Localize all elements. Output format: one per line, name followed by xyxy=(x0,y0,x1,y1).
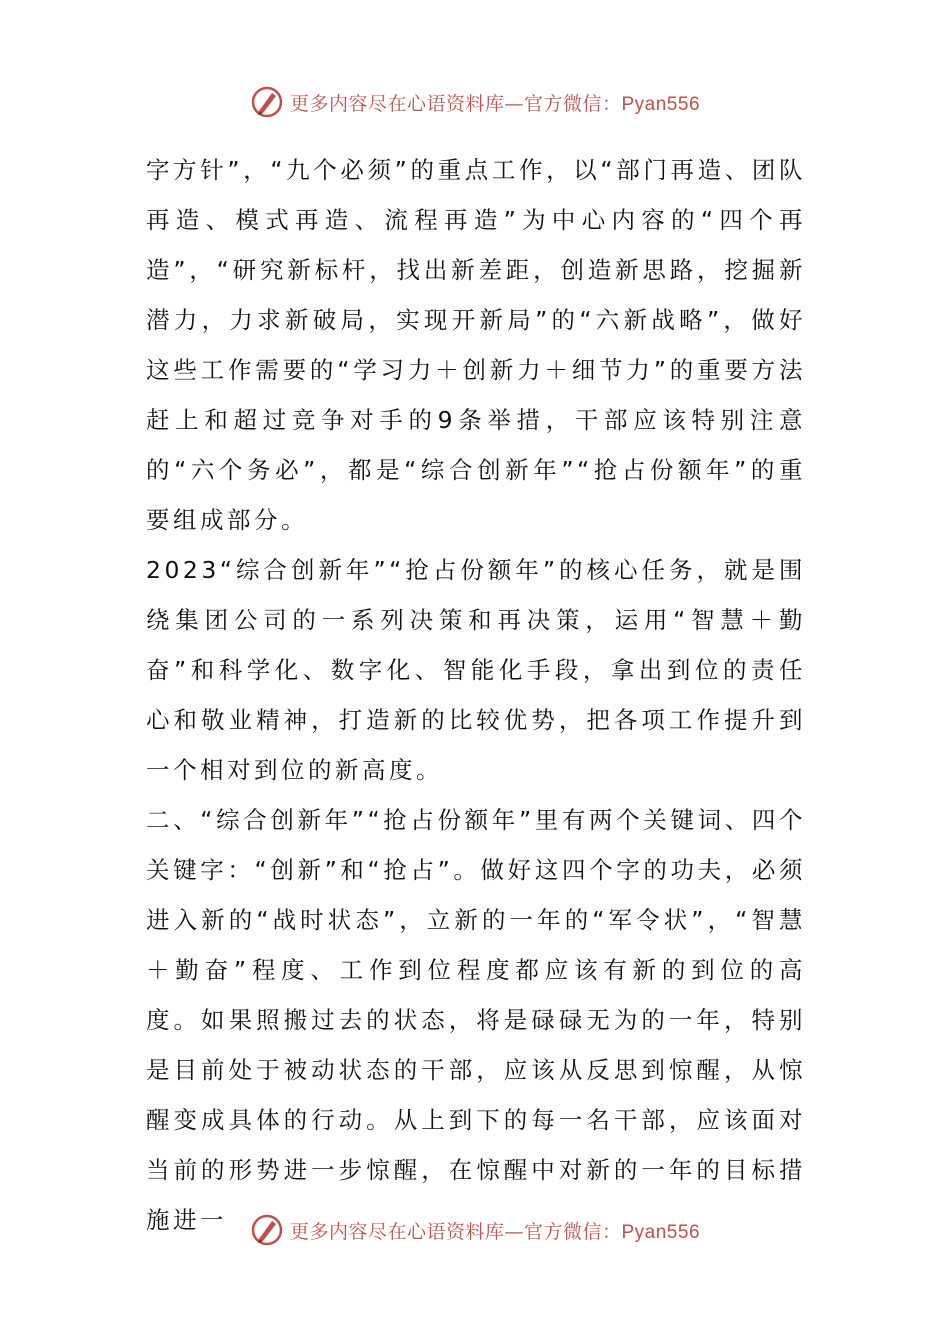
wechat-id: Pyan556 xyxy=(621,93,701,115)
pen-logo-icon xyxy=(250,1213,284,1247)
footer-banner xyxy=(0,1210,950,1250)
paragraph-1: 字方针”，“九个必须”的重点工作，以“部门再造、团队再造、模式再造、流程再造”为中心内容的“四个再造”，“研究新标杆，找出新差距，创造新思路，挖掘新潜力，力求新破局，实现开新局”的“六新战略”，做好这些工作需要的“学习力＋创新力＋细节力”的重要方法赶上和超过竞争对手的9条举措，干部应该特别注意的“六个务必”，都是“综合创新年”“抢占份额年”的重要组成部分。 xyxy=(146,156,806,534)
footer-banner-text: 更多内容尽在心语资料库—官方微信：Pyan556 xyxy=(289,1220,701,1243)
header-banner xyxy=(0,82,950,122)
header-banner-text: 更多内容尽在心语资料库—官方微信：Pyan556 xyxy=(289,92,701,115)
wechat-id: Pyan556 xyxy=(621,1221,701,1243)
paragraph-2: 2023“综合创新年”“抢占份额年”的核心任务，就是围绕集团公司的一系列决策和再决策，运用“智慧＋勤奋”和科学化、数字化、智能化手段，拿出到位的责任心和敬业精神，打造新的比较优势，把各项工作提升到一个相对到位的新高度。 xyxy=(146,556,806,784)
document-body xyxy=(146,145,806,1245)
pen-logo-icon xyxy=(250,85,284,119)
paragraph-3: 二、“综合创新年”“抢占份额年”里有两个关键词、四个关键字：“创新”和“抢占”。做好这四个字的功夫，必须进入新的“战时状态”，立新的一年的“军令状”，“智慧＋勤奋”程度、工作到位程度都应该有新的到位的高度。如果照搬过去的状态，将是碌碌无为的一年，特别是目前处于被动状态的干部，应该从反思到惊醒，从惊醒变成具体的行动。从上到下的每一名干部，应该面对当前的形势进一步惊醒，在惊醒中对新的一年的目标措施进一 xyxy=(146,806,806,1234)
